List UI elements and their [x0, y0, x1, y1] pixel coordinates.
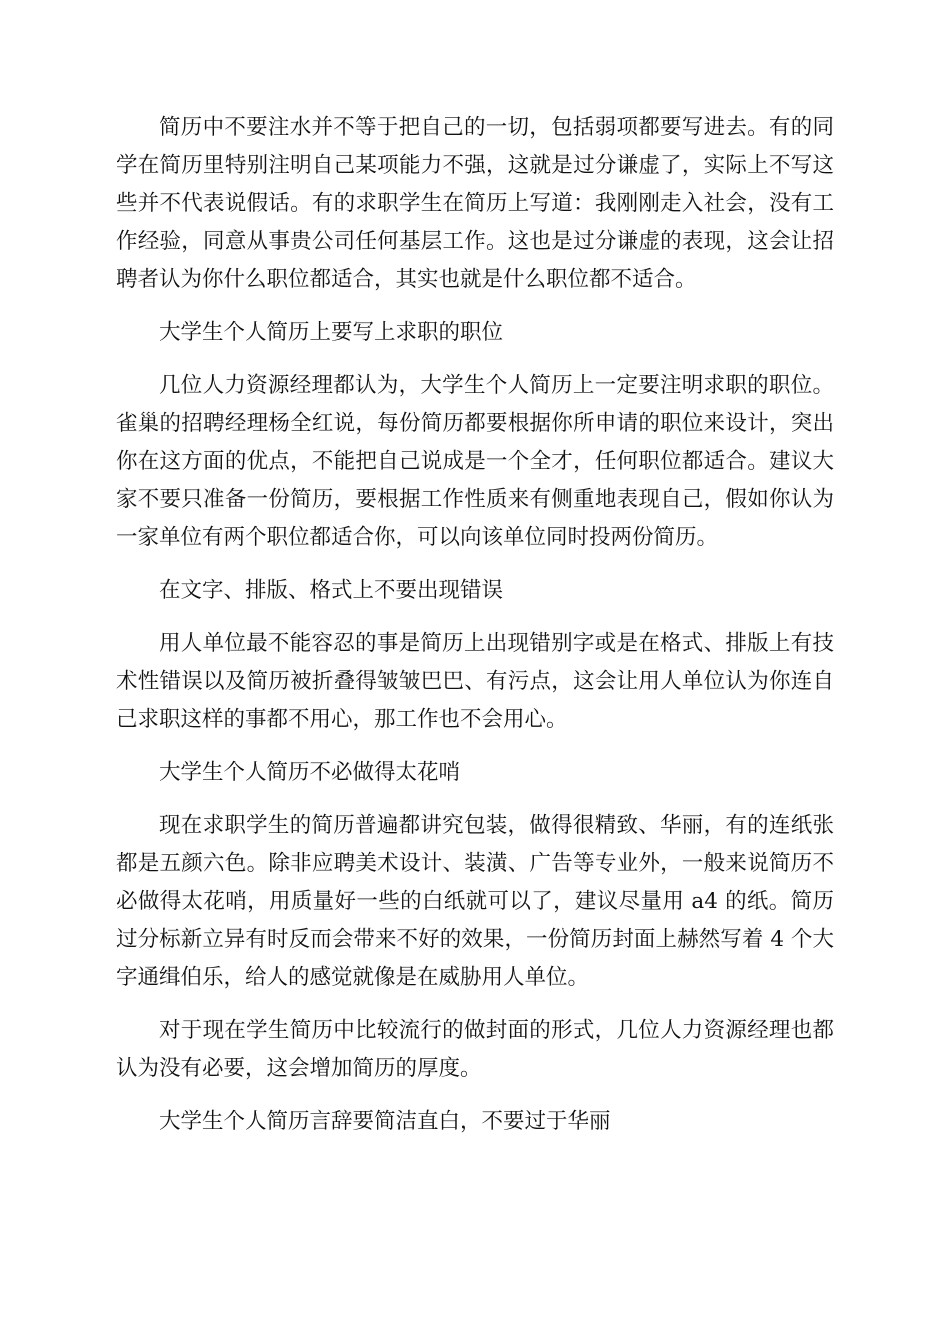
paragraph-job-position: 几位人力资源经理都认为，大学生个人简历上一定要注明求职的职位。雀巢的招聘经理杨全红说，每份简历都要根据你所申请的职位来设计，突出你在这方面的优点，不能把自己说成是一个全才，任何职位都适合。建议大家不要只准备一份简历，要根据工作性质来有侧重地表现自己，假如你认为一家单位有两个职位都适合你，可以向该单位同时投两份简历。: [116, 373, 834, 550]
heading-no-errors: 在文字、排版、格式上不要出现错误: [159, 578, 504, 603]
paragraph-over-modesty: 简历中不要注水并不等于把自己的一切，包括弱项都要写进去。有的同学在简历里特别注明自己某项能力不强，这就是过分谦虚了，实际上不写这些并不代表说假话。有的求职学生在简历上写道：我刚刚走入社会，没有工作经验，同意从事贵公司任何基层工作。这也是过分谦虚的表现，这会让招聘者认为你什么职位都适合，其实也就是什么职位都不适合。: [116, 115, 834, 292]
paragraph-cover-page: 对于现在学生简历中比较流行的做封面的形式，几位人力资源经理也都认为没有必要，这会增加简历的厚度。: [116, 1018, 834, 1081]
paragraph-not-fancy: 现在求职学生的简历普遍都讲究包装，做得很精致、华丽，有的连纸张都是五颜六色。除非应聘美术设计、装潢、广告等专业外，一般来说简历不必做得太花哨，用质量好一些的白纸就可以了，建议尽量用 a4 的纸。简历过分标新立异有时反而会带来不好的效果，一份简历封面上赫然写着 4 个大字通缉伯乐，给人的感觉就像是在威胁用人单位。: [116, 813, 834, 990]
document-body: [116, 109, 834, 1156]
heading-concise-language: 大学生个人简历言辞要简洁直白，不要过于华丽: [159, 1109, 611, 1134]
heading-job-position: 大学生个人简历上要写上求职的职位: [159, 320, 504, 345]
paragraph-no-errors: 用人单位最不能容忍的事是简历上出现错别字或是在格式、排版上有技术性错误以及简历被折叠得皱皱巴巴、有污点，这会让用人单位认为你连自己求职这样的事都不用心，那工作也不会用心。: [116, 631, 834, 732]
heading-not-fancy: 大学生个人简历不必做得太花哨: [159, 760, 461, 785]
